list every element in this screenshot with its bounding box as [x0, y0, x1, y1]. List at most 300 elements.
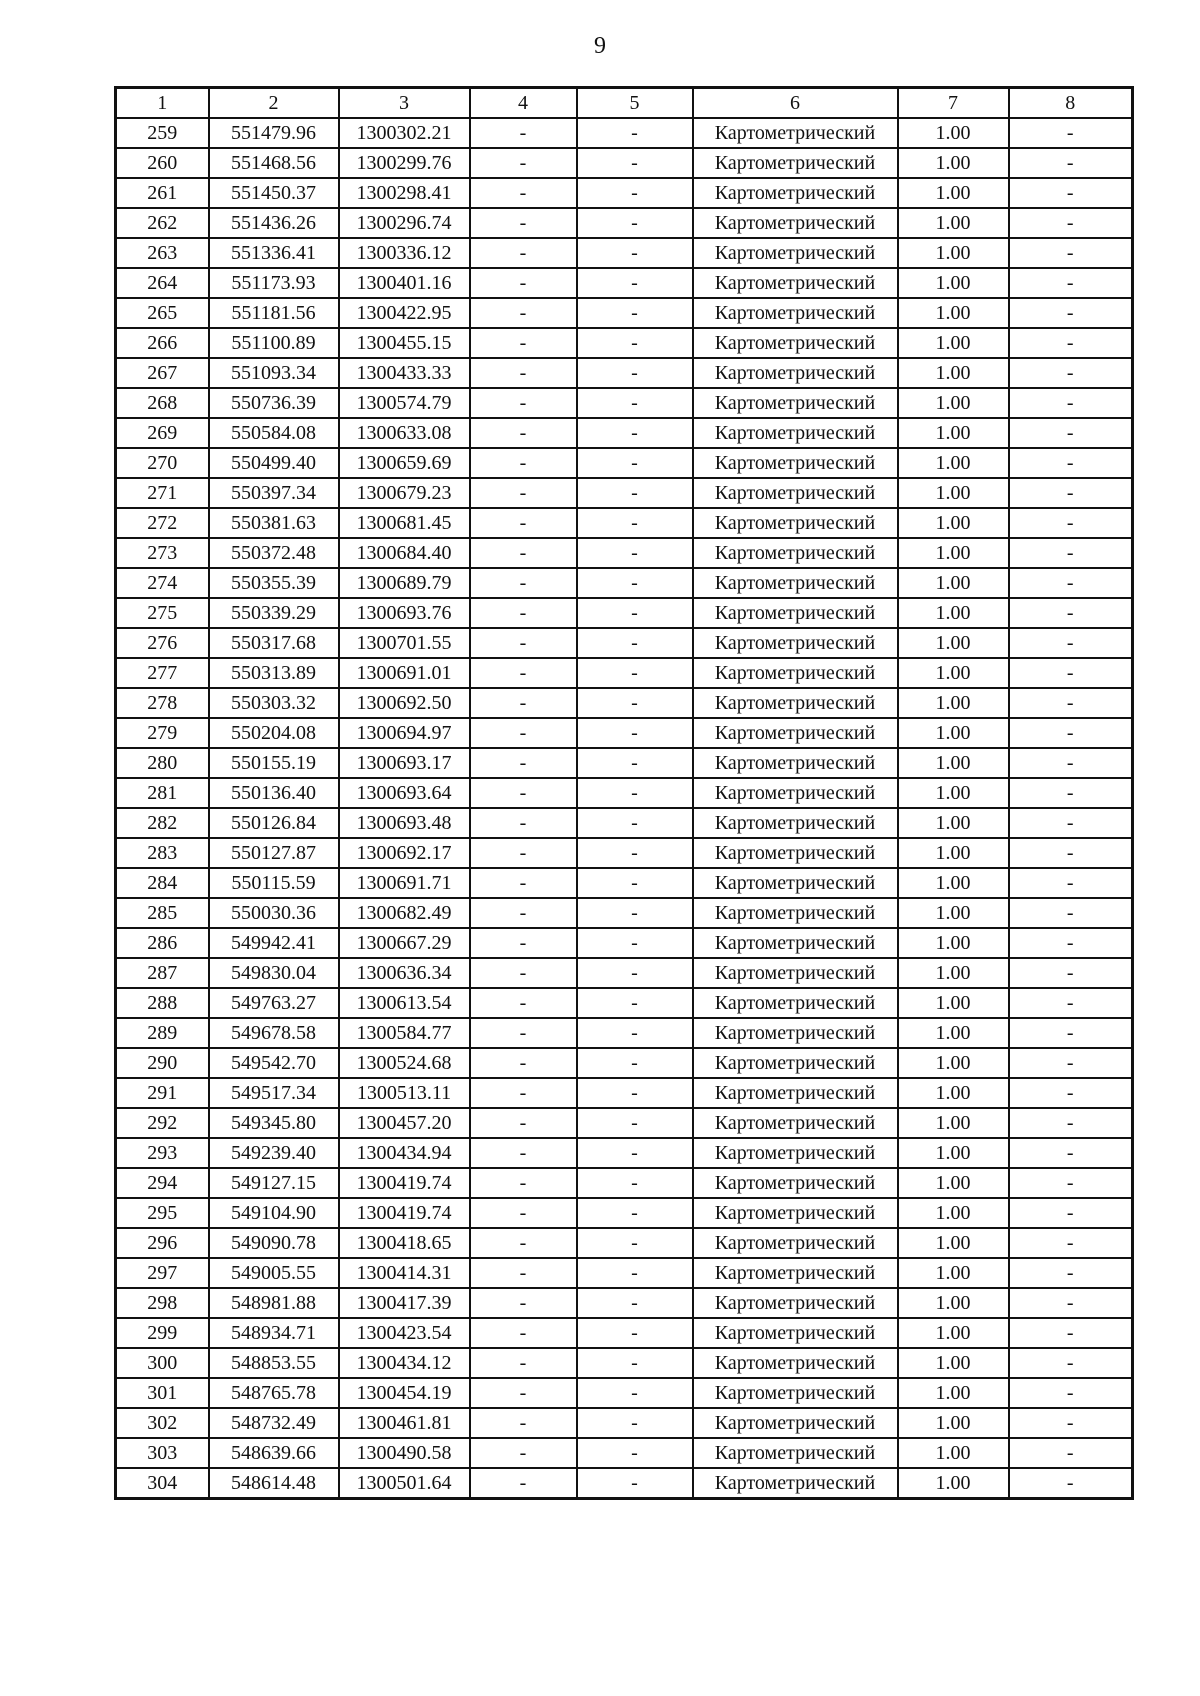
table-cell: - [1009, 748, 1133, 778]
table-cell: 300 [116, 1348, 209, 1378]
table-cell: - [470, 508, 577, 538]
table-cell: 265 [116, 298, 209, 328]
table-cell: 550736.39 [209, 388, 339, 418]
table-cell: - [1009, 1378, 1133, 1408]
table-cell: 299 [116, 1318, 209, 1348]
table-cell: Картометрический [693, 748, 898, 778]
table-cell: - [470, 358, 577, 388]
table-row [116, 898, 1133, 928]
table-cell: 287 [116, 958, 209, 988]
table-cell: - [1009, 1198, 1133, 1228]
table-cell: 551450.37 [209, 178, 339, 208]
table-cell: - [1009, 1468, 1133, 1499]
table-cell: - [577, 1408, 693, 1438]
table-cell: 1.00 [898, 148, 1009, 178]
table-cell: 297 [116, 1258, 209, 1288]
table-cell: - [470, 1408, 577, 1438]
table-cell: 549763.27 [209, 988, 339, 1018]
table-cell: 1.00 [898, 658, 1009, 688]
table-cell: 268 [116, 388, 209, 418]
table-cell: - [577, 298, 693, 328]
table-cell: 550499.40 [209, 448, 339, 478]
table-cell: 288 [116, 988, 209, 1018]
table-cell: 1300684.40 [339, 538, 470, 568]
table-cell: - [1009, 628, 1133, 658]
table-cell: - [577, 1348, 693, 1378]
table-cell: - [1009, 418, 1133, 448]
table-cell: Картометрический [693, 508, 898, 538]
table-cell: Картометрический [693, 358, 898, 388]
table-cell: - [1009, 898, 1133, 928]
table-cell: - [470, 118, 577, 148]
table-row [116, 448, 1133, 478]
table-cell: 1300694.97 [339, 718, 470, 748]
table-cell: Картометрический [693, 178, 898, 208]
table-cell: - [1009, 1288, 1133, 1318]
table-cell: 1.00 [898, 1198, 1009, 1228]
table-cell: 281 [116, 778, 209, 808]
table-cell: 270 [116, 448, 209, 478]
table-cell: 295 [116, 1198, 209, 1228]
table-cell: 1300302.21 [339, 118, 470, 148]
table-cell: - [470, 538, 577, 568]
table-row [116, 808, 1133, 838]
table-cell: 1.00 [898, 358, 1009, 388]
table-cell: - [470, 1378, 577, 1408]
table-cell: 1300336.12 [339, 238, 470, 268]
table-cell: - [470, 1168, 577, 1198]
table-cell: 550355.39 [209, 568, 339, 598]
table-cell: Картометрический [693, 1408, 898, 1438]
table-cell: 1300524.68 [339, 1048, 470, 1078]
table-cell: 1.00 [898, 508, 1009, 538]
table-cell: 1.00 [898, 928, 1009, 958]
table-cell: - [470, 1228, 577, 1258]
table-cell: 550339.29 [209, 598, 339, 628]
column-header: 5 [577, 88, 693, 119]
table-cell: 1300434.94 [339, 1138, 470, 1168]
table-cell: 278 [116, 688, 209, 718]
table-cell: 1.00 [898, 418, 1009, 448]
table-cell: 1300298.41 [339, 178, 470, 208]
table-cell: 1.00 [898, 388, 1009, 418]
table-cell: - [1009, 1348, 1133, 1378]
column-header: 4 [470, 88, 577, 119]
table-cell: - [1009, 388, 1133, 418]
table-cell: 1300457.20 [339, 1108, 470, 1138]
table-cell: - [577, 328, 693, 358]
table-cell: Картометрический [693, 898, 898, 928]
table-cell: 1.00 [898, 898, 1009, 928]
table-cell: - [1009, 478, 1133, 508]
table-row [116, 298, 1133, 328]
table-cell: - [1009, 808, 1133, 838]
table-cell: 551468.56 [209, 148, 339, 178]
table-cell: - [577, 928, 693, 958]
table-cell: 1300490.58 [339, 1438, 470, 1468]
table-row [116, 328, 1133, 358]
table-cell: 1.00 [898, 1048, 1009, 1078]
table-cell: 1.00 [898, 628, 1009, 658]
table-cell: Картометрический [693, 1288, 898, 1318]
table-cell: - [577, 1048, 693, 1078]
table-header-row [116, 88, 1133, 119]
table-cell: 283 [116, 838, 209, 868]
table-cell: - [577, 688, 693, 718]
table-cell: - [1009, 568, 1133, 598]
table-cell: Картометрический [693, 1348, 898, 1378]
table-cell: 1300414.31 [339, 1258, 470, 1288]
column-header: 1 [116, 88, 209, 119]
table-cell: Картометрический [693, 1228, 898, 1258]
table-cell: - [577, 118, 693, 148]
table-cell: - [577, 358, 693, 388]
table-cell: - [577, 658, 693, 688]
table-row [116, 1408, 1133, 1438]
table-cell: 266 [116, 328, 209, 358]
table-cell: 550381.63 [209, 508, 339, 538]
table-cell: 301 [116, 1378, 209, 1408]
table-cell: - [1009, 1318, 1133, 1348]
table-cell: 549090.78 [209, 1228, 339, 1258]
table-cell: 289 [116, 1018, 209, 1048]
table-cell: 1300682.49 [339, 898, 470, 928]
table-cell: 1.00 [898, 718, 1009, 748]
table-cell: - [577, 508, 693, 538]
table-cell: - [1009, 1048, 1133, 1078]
table-cell: 274 [116, 568, 209, 598]
table-cell: 1.00 [898, 448, 1009, 478]
table-cell: - [1009, 1258, 1133, 1288]
table-cell: 1.00 [898, 1258, 1009, 1288]
table-cell: 1.00 [898, 298, 1009, 328]
table-cell: Картометрический [693, 1138, 898, 1168]
table-cell: - [470, 808, 577, 838]
table-cell: - [1009, 718, 1133, 748]
table-cell: 551181.56 [209, 298, 339, 328]
table-cell: 550155.19 [209, 748, 339, 778]
table-row [116, 1048, 1133, 1078]
table-cell: - [577, 238, 693, 268]
table-cell: 275 [116, 598, 209, 628]
table-cell: 272 [116, 508, 209, 538]
table-cell: 1300296.74 [339, 208, 470, 238]
table-cell: 1300584.77 [339, 1018, 470, 1048]
table-cell: Картометрический [693, 208, 898, 238]
table-cell: 262 [116, 208, 209, 238]
table-cell: 1.00 [898, 958, 1009, 988]
table-cell: Картометрический [693, 868, 898, 898]
table-cell: 1.00 [898, 268, 1009, 298]
table-cell: - [470, 148, 577, 178]
table-cell: Картометрический [693, 778, 898, 808]
table-cell: 1300691.01 [339, 658, 470, 688]
table-cell: Картометрический [693, 1468, 898, 1499]
table-cell: 550317.68 [209, 628, 339, 658]
table-cell: 280 [116, 748, 209, 778]
table-cell: - [470, 778, 577, 808]
table-cell: 291 [116, 1078, 209, 1108]
table-cell: 548765.78 [209, 1378, 339, 1408]
table-row [116, 748, 1133, 778]
table-cell: - [577, 1138, 693, 1168]
table-cell: 1.00 [898, 1378, 1009, 1408]
table-cell: 549678.58 [209, 1018, 339, 1048]
table-cell: - [1009, 958, 1133, 988]
table-cell: Картометрический [693, 298, 898, 328]
table-row [116, 838, 1133, 868]
table-cell: 550584.08 [209, 418, 339, 448]
table-cell: 1.00 [898, 1138, 1009, 1168]
table-cell: - [577, 178, 693, 208]
table-cell: 550303.32 [209, 688, 339, 718]
table-row [116, 178, 1133, 208]
table-cell: - [470, 1138, 577, 1168]
table-cell: Картометрический [693, 268, 898, 298]
table-cell: - [1009, 1138, 1133, 1168]
table-row [116, 1288, 1133, 1318]
table-cell: - [1009, 538, 1133, 568]
table-cell: 285 [116, 898, 209, 928]
table-row [116, 478, 1133, 508]
table-cell: 1.00 [898, 778, 1009, 808]
table-cell: 548981.88 [209, 1288, 339, 1318]
table-cell: - [577, 1018, 693, 1048]
table-cell: Картометрический [693, 568, 898, 598]
table-row [116, 928, 1133, 958]
table-cell: - [470, 328, 577, 358]
table-cell: 549942.41 [209, 928, 339, 958]
table-cell: Картометрический [693, 988, 898, 1018]
table-cell: - [1009, 508, 1133, 538]
table-cell: - [470, 448, 577, 478]
table-cell: - [1009, 658, 1133, 688]
column-header: 8 [1009, 88, 1133, 119]
table-cell: 1300423.54 [339, 1318, 470, 1348]
table-cell: 550204.08 [209, 718, 339, 748]
table-cell: Картометрический [693, 598, 898, 628]
table-row [116, 688, 1133, 718]
table-cell: 551436.26 [209, 208, 339, 238]
table-cell: 1.00 [898, 538, 1009, 568]
table-cell: - [1009, 1078, 1133, 1108]
table-cell: - [1009, 328, 1133, 358]
table-cell: Картометрический [693, 1258, 898, 1288]
table-cell: 1.00 [898, 1348, 1009, 1378]
table-cell: - [577, 418, 693, 448]
table-cell: - [470, 1048, 577, 1078]
table-cell: Картометрический [693, 628, 898, 658]
table-cell: 1300434.12 [339, 1348, 470, 1378]
table-cell: 259 [116, 118, 209, 148]
table-cell: - [470, 1318, 577, 1348]
table-cell: 1300701.55 [339, 628, 470, 658]
table-row [116, 1198, 1133, 1228]
table-cell: - [470, 1018, 577, 1048]
table-cell: 293 [116, 1138, 209, 1168]
table-cell: 548934.71 [209, 1318, 339, 1348]
table-cell: - [577, 778, 693, 808]
table-cell: - [1009, 1018, 1133, 1048]
table-cell: - [470, 1198, 577, 1228]
table-row [116, 988, 1133, 1018]
table-cell: 1300299.76 [339, 148, 470, 178]
table-cell: 551173.93 [209, 268, 339, 298]
table-cell: 1300422.95 [339, 298, 470, 328]
table-cell: 1300667.29 [339, 928, 470, 958]
table-cell: Картометрический [693, 1048, 898, 1078]
table-row [116, 868, 1133, 898]
table-cell: - [470, 208, 577, 238]
table-cell: 294 [116, 1168, 209, 1198]
table-cell: - [577, 1198, 693, 1228]
table-cell: - [1009, 358, 1133, 388]
table-cell: 1300693.17 [339, 748, 470, 778]
table-cell: - [577, 988, 693, 1018]
column-header: 2 [209, 88, 339, 119]
table-cell: 1.00 [898, 208, 1009, 238]
table-cell: 548853.55 [209, 1348, 339, 1378]
table-cell: 550030.36 [209, 898, 339, 928]
table-cell: 1300692.17 [339, 838, 470, 868]
table-cell: Картометрический [693, 448, 898, 478]
table-cell: - [577, 148, 693, 178]
table-cell: 282 [116, 808, 209, 838]
table-cell: - [1009, 598, 1133, 628]
table-row [116, 1018, 1133, 1048]
table-cell: 303 [116, 1438, 209, 1468]
table-cell: 1300659.69 [339, 448, 470, 478]
table-cell: 1300401.16 [339, 268, 470, 298]
table-cell: 1300501.64 [339, 1468, 470, 1499]
table-row [116, 388, 1133, 418]
table-cell: - [1009, 1108, 1133, 1138]
table-cell: 1.00 [898, 118, 1009, 148]
table-cell: 1.00 [898, 1438, 1009, 1468]
table-cell: 1300693.48 [339, 808, 470, 838]
table-cell: - [577, 1078, 693, 1108]
table-cell: - [1009, 1168, 1133, 1198]
table-cell: Картометрический [693, 718, 898, 748]
table-cell: 549345.80 [209, 1108, 339, 1138]
table-cell: 1.00 [898, 1288, 1009, 1318]
table-row [116, 628, 1133, 658]
table-cell: 1.00 [898, 868, 1009, 898]
table-cell: 550313.89 [209, 658, 339, 688]
table-cell: - [470, 178, 577, 208]
table-cell: 1300455.15 [339, 328, 470, 358]
table-cell: 276 [116, 628, 209, 658]
table-cell: 1.00 [898, 238, 1009, 268]
table-row [116, 268, 1133, 298]
table-cell: - [470, 958, 577, 988]
column-header: 3 [339, 88, 470, 119]
table-cell: - [470, 868, 577, 898]
table-cell: 296 [116, 1228, 209, 1258]
table-cell: 1300693.76 [339, 598, 470, 628]
table-cell: 551100.89 [209, 328, 339, 358]
table-cell: Картометрический [693, 1018, 898, 1048]
table-cell: - [577, 1228, 693, 1258]
table-cell: - [470, 688, 577, 718]
table-cell: Картометрический [693, 958, 898, 988]
table-cell: - [470, 1438, 577, 1468]
table-cell: 549239.40 [209, 1138, 339, 1168]
table-cell: 264 [116, 268, 209, 298]
table-row [116, 118, 1133, 148]
table-cell: 1300633.08 [339, 418, 470, 448]
table-cell: Картометрический [693, 1378, 898, 1408]
table-cell: - [1009, 148, 1133, 178]
table-cell: - [470, 1468, 577, 1499]
table-cell: - [577, 838, 693, 868]
table-cell: - [1009, 118, 1133, 148]
table-cell: - [577, 1288, 693, 1318]
table-cell: Картометрический [693, 838, 898, 868]
table-cell: - [470, 628, 577, 658]
coordinates-table [114, 86, 1134, 1500]
table-cell: 548732.49 [209, 1408, 339, 1438]
table-cell: - [1009, 238, 1133, 268]
table-cell: - [577, 268, 693, 298]
table-cell: - [470, 418, 577, 448]
table-cell: Картометрический [693, 148, 898, 178]
table-row [116, 1078, 1133, 1108]
table-cell: - [470, 898, 577, 928]
table-cell: - [1009, 208, 1133, 238]
table-cell: - [470, 988, 577, 1018]
table-cell: 1.00 [898, 1468, 1009, 1499]
table-cell: 1.00 [898, 178, 1009, 208]
table-cell: 1.00 [898, 748, 1009, 778]
table-cell: 1300689.79 [339, 568, 470, 598]
table-cell: Картометрический [693, 928, 898, 958]
table-cell: 1.00 [898, 568, 1009, 598]
table-cell: 551479.96 [209, 118, 339, 148]
table-cell: - [577, 868, 693, 898]
table-cell: - [1009, 988, 1133, 1018]
table-row [116, 568, 1133, 598]
table-cell: - [577, 568, 693, 598]
table-cell: 1300418.65 [339, 1228, 470, 1258]
table-cell: - [577, 1108, 693, 1138]
table-cell: Картометрический [693, 418, 898, 448]
table-cell: 1.00 [898, 1018, 1009, 1048]
table-cell: 1300693.64 [339, 778, 470, 808]
table-cell: Картометрический [693, 1078, 898, 1108]
table-cell: - [1009, 838, 1133, 868]
table-cell: 550126.84 [209, 808, 339, 838]
table-cell: - [470, 718, 577, 748]
table-cell: - [577, 628, 693, 658]
table-cell: 302 [116, 1408, 209, 1438]
table-cell: 298 [116, 1288, 209, 1318]
table-cell: 1.00 [898, 838, 1009, 868]
table-cell: 549517.34 [209, 1078, 339, 1108]
table-cell: 1300419.74 [339, 1198, 470, 1228]
table-cell: - [577, 388, 693, 418]
table-cell: 549104.90 [209, 1198, 339, 1228]
table-cell: 1.00 [898, 478, 1009, 508]
table-cell: 279 [116, 718, 209, 748]
table-cell: - [470, 658, 577, 688]
table-cell: 1.00 [898, 808, 1009, 838]
table-row [116, 1228, 1133, 1258]
column-header: 7 [898, 88, 1009, 119]
table-cell: 1300433.33 [339, 358, 470, 388]
table-cell: Картометрический [693, 1108, 898, 1138]
table-cell: 273 [116, 538, 209, 568]
